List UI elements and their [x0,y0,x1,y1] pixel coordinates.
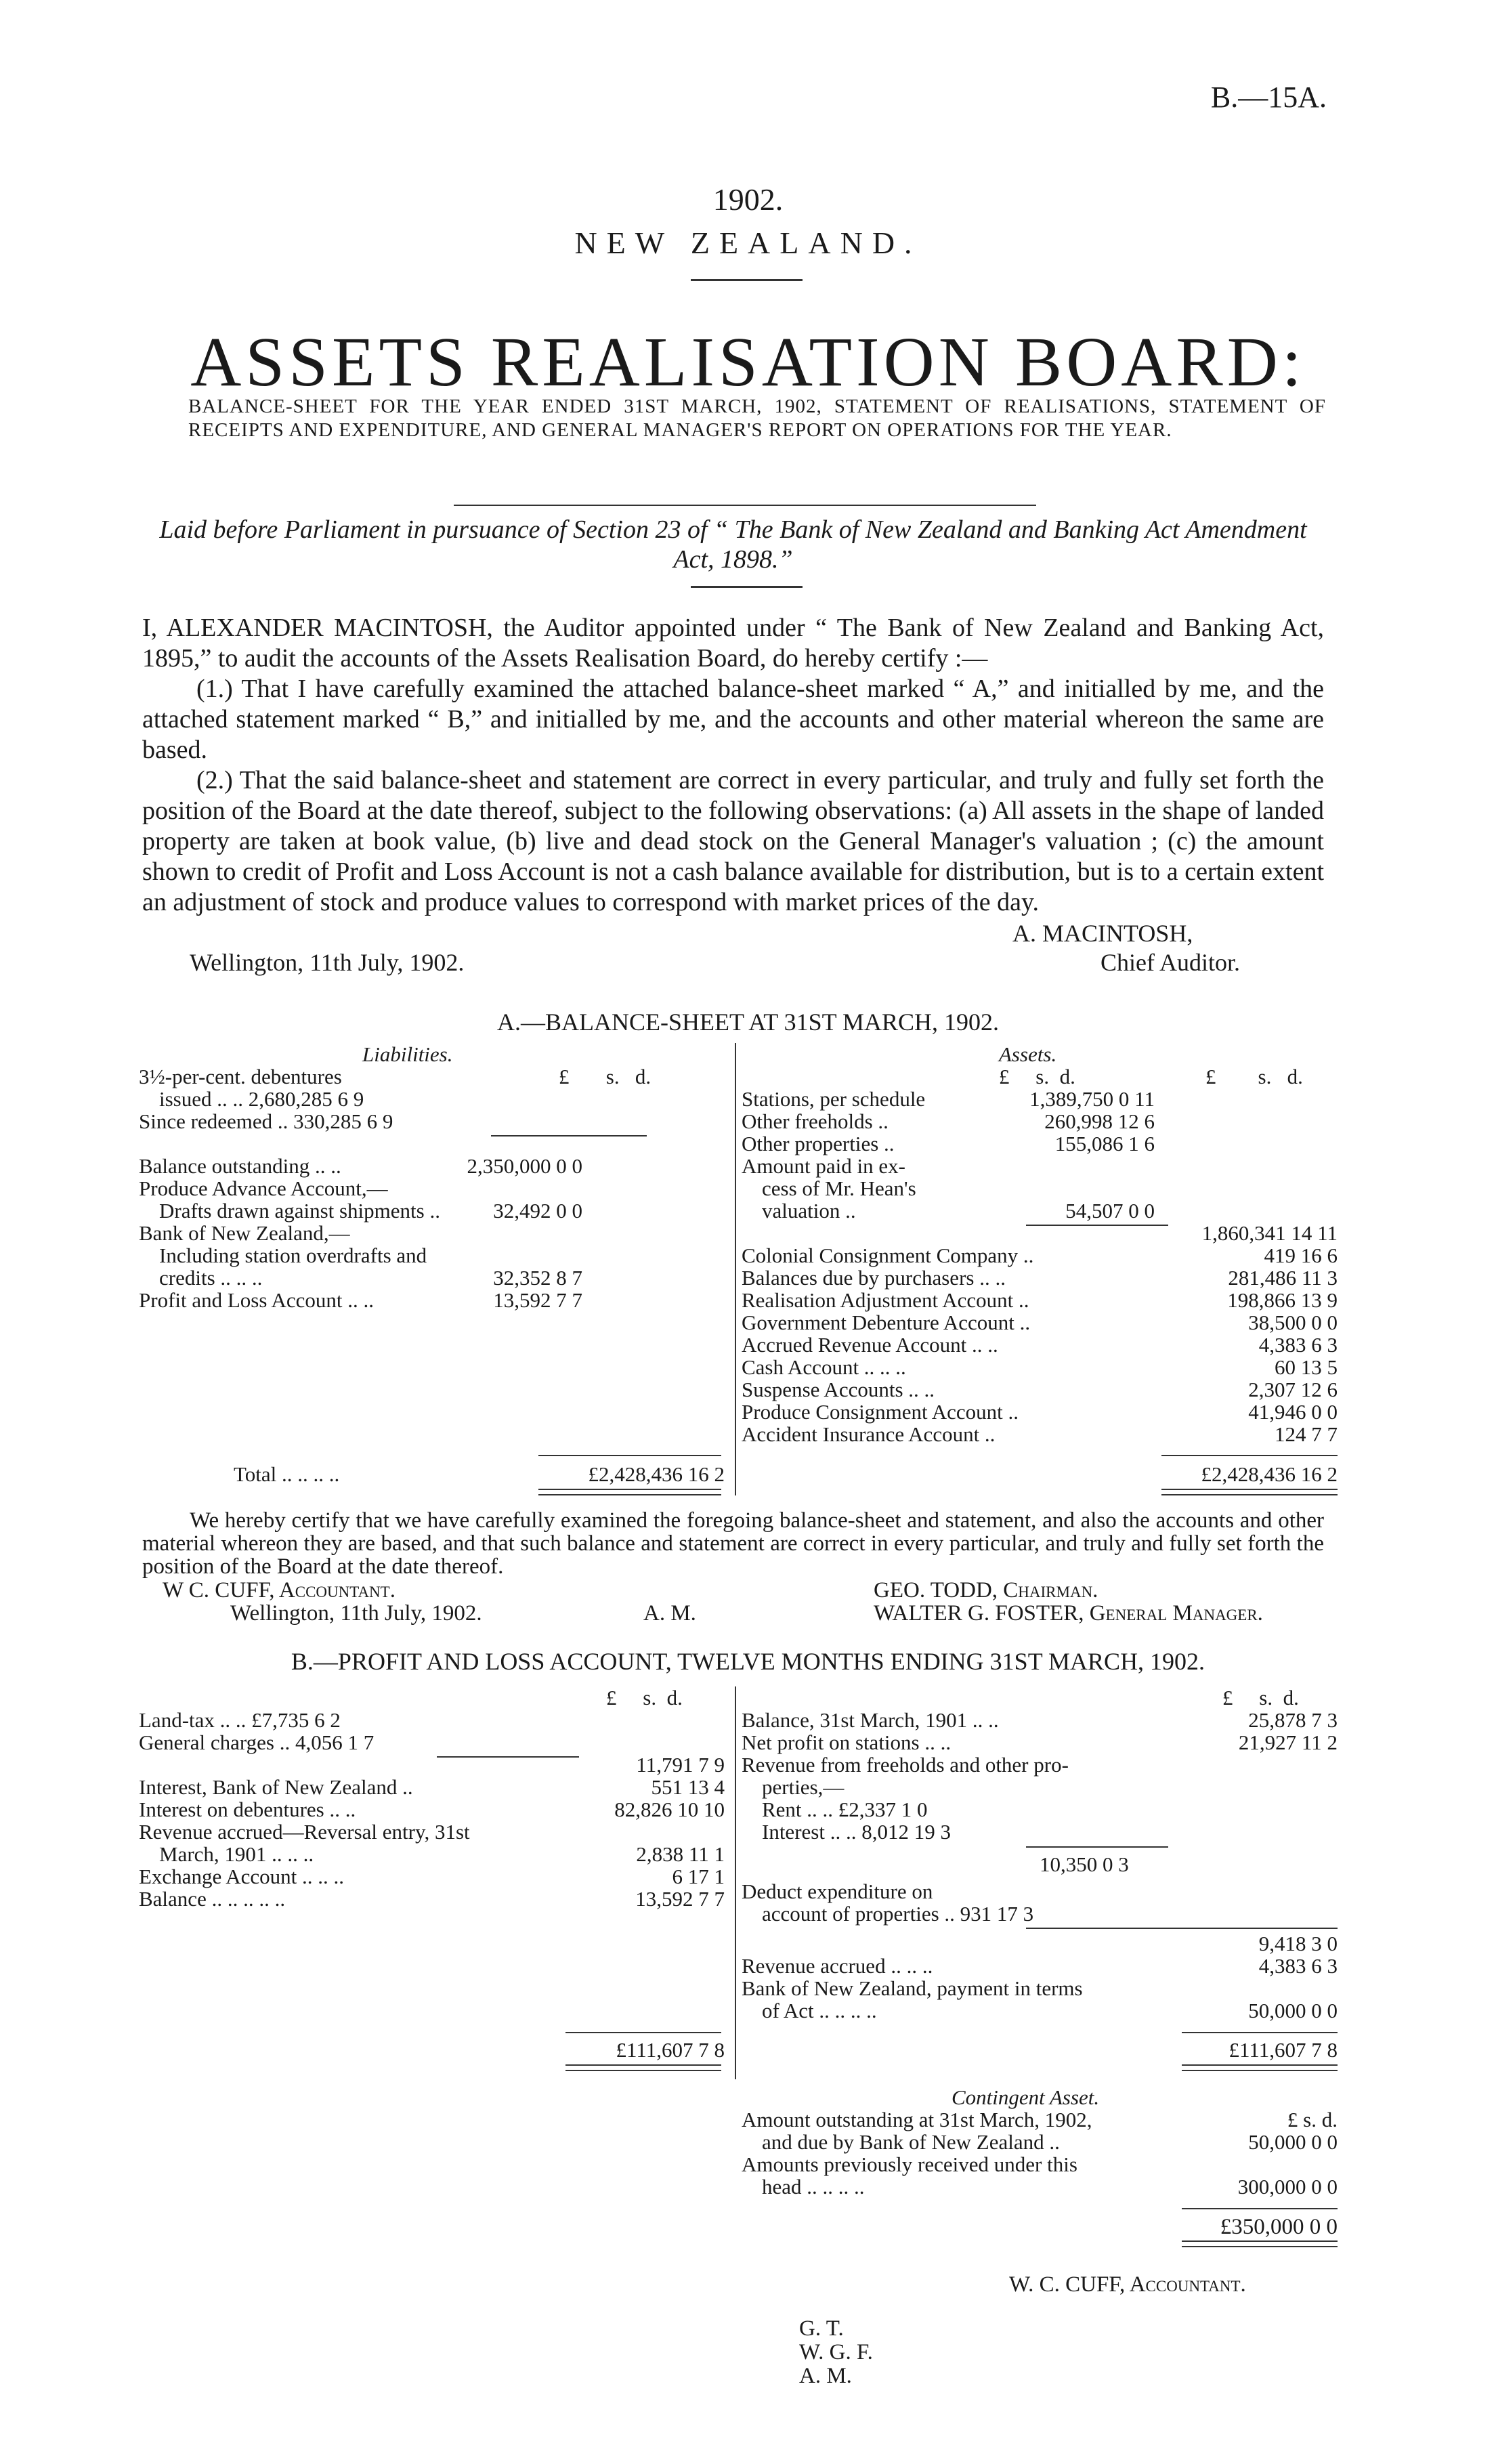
debit-amount: 82,826 10 10 [614,1798,725,1821]
credit-row: Interest .. .. 8,012 19 3 [762,1820,951,1844]
contingent-currency-header: £ s. d. [1287,2108,1338,2131]
liability-row: Produce Advance Account,— [139,1176,388,1200]
asset-row: Government Debenture Account .. [742,1311,1031,1334]
credit-amount: 50,000 0 0 [1248,1999,1338,2022]
asset-row: Produce Consignment Account .. [742,1400,1019,1424]
footer-initials-1: G. T. [799,2316,844,2341]
debit-row: Exchange Account .. .. .. [139,1865,345,1888]
asset-row: Realisation Adjustment Account .. [742,1288,1029,1312]
contingent-row: Amount outstanding at 31st March, 1902, [742,2108,1092,2131]
total-liabilities: £2,428,436 16 2 [588,1462,725,1486]
footer-accountant: W. C. CUFF, Accountant. [1009,2272,1246,2297]
debit-row: General charges .. 4,056 1 7 [139,1730,375,1754]
credit-row: Net profit on stations .. .. [742,1730,952,1754]
asset-row: Stations, per schedule [742,1087,926,1111]
asset-amount: 4,383 6 3 [1258,1333,1338,1357]
liability-amount: 32,352 8 7 [493,1266,582,1290]
contingent-row: Amounts previously received under this [742,2152,1077,2176]
credit-row: of Act .. .. .. .. [762,1999,877,2022]
debit-row: Land-tax .. .. £7,735 6 2 [139,1708,341,1732]
credit-row: 10,350 0 3 [1040,1852,1129,1876]
page-title: ASSETS REALISATION BOARD: [190,323,1306,401]
liability-amount: 32,492 0 0 [493,1199,582,1223]
manager-signature: WALTER G. FOSTER, General Manager. [874,1601,1263,1626]
liability-row: credits .. .. .. [159,1266,263,1290]
page-subtitle: BALANCE-SHEET FOR THE YEAR ENDED 31ST MARCH, 1902, STATEMENT OF REALISATIONS, STATEMENT OF RECEIPTS AND EXPENDITURE, AND GENERAL MANAGER'S REPORT ON OPERATIONS FOR THE YEAR. [188,396,1326,441]
debit-row: Interest on debentures .. .. [139,1798,356,1821]
credit-row: Revenue accrued .. .. .. [742,1954,933,1978]
certificate-paragraph-1: I, ALEXANDER MACINTOSH, the Auditor appointed under “ The Bank of New Zealand and Banking Act, 1895,” to audit the accounts of the Assets Realisation Board, do hereby certify :— [142,614,1325,673]
total-credit: £111,607 7 8 [1228,2038,1338,2062]
contingent-amount: 50,000 0 0 [1248,2130,1338,2154]
footer-initials-3: A. M. [799,2364,852,2388]
profit-loss-table [139,1686,1338,2201]
total-assets: £2,428,436 16 2 [1201,1462,1338,1486]
double-rule [1182,2064,1338,2071]
asset-amount: 124 7 7 [1275,1422,1338,1446]
debit-row: March, 1901 .. .. .. [159,1842,314,1866]
rule [565,2032,721,2033]
rule [491,1135,647,1137]
auditor-signature: A. MACINTOSH, [1012,920,1193,947]
credit-amount: 9,418 3 0 [1258,1932,1338,1955]
asset-row: Amount paid in ex- [742,1154,905,1178]
double-rule [1182,2240,1338,2247]
contingent-heading: Contingent Asset. [952,2085,1100,2109]
rule [1026,1225,1168,1226]
asset-amount: 281,486 11 3 [1228,1266,1338,1290]
profit-loss-heading: B.—PROFIT AND LOSS ACCOUNT, TWELVE MONTHS ENDING 31ST MARCH, 1902. [291,1648,1205,1675]
currency-header-left: £ s. d. [606,1686,683,1709]
liability-row: Balance outstanding .. .. [139,1154,341,1178]
asset-row: Balances due by purchasers .. .. [742,1266,1006,1290]
liability-row: Since redeemed .. 330,285 6 9 [139,1109,393,1133]
rule [538,1455,721,1456]
balance-sheet-table [139,1043,1338,1504]
contingent-row: head .. .. .. .. [762,2175,865,2199]
auditor-title: Chief Auditor. [1100,949,1240,976]
asset-row: Accrued Revenue Account .. .. [742,1333,998,1357]
double-rule [538,1489,721,1495]
credit-row: Deduct expenditure on [742,1879,933,1903]
liability-amount: 2,350,000 0 0 [467,1154,582,1178]
credit-amount: 25,878 7 3 [1248,1708,1338,1732]
asset-row: Suspense Accounts .. .. [742,1378,935,1401]
debit-row: Revenue accrued—Reversal entry, 31st [139,1820,470,1844]
asset-row: cess of Mr. Hean's [762,1176,916,1200]
column-divider [735,1686,736,2079]
asset-amount: 38,500 0 0 [1248,1311,1338,1334]
asset-row: Accident Insurance Account .. [742,1422,996,1446]
credit-row: Bank of New Zealand, payment in terms [742,1976,1083,2000]
debit-row: Interest, Bank of New Zealand .. [139,1775,413,1799]
divider [691,279,803,281]
asset-row: Other properties .. [742,1132,895,1155]
total-label: Total .. .. .. .. [234,1462,340,1486]
asset-sub-amount: 260,998 12 6 [1044,1109,1155,1133]
contingent-row: and due by Bank of New Zealand .. [762,2130,1060,2154]
liability-row: Profit and Loss Account .. .. [139,1288,374,1312]
assets-heading: Assets. [999,1042,1057,1066]
rule [1026,1846,1168,1848]
double-rule [1161,1489,1338,1495]
debit-amount: 551 13 4 [651,1775,725,1799]
debit-amount: 6 17 1 [672,1865,725,1888]
asset-row: valuation .. [762,1199,856,1223]
document-year: 1902. [712,182,784,217]
rule [1026,1928,1338,1929]
currency-header-right: £ s. d. [1222,1686,1299,1709]
liability-amount: 13,592 7 7 [493,1288,582,1312]
asset-amount: 2,307 12 6 [1248,1378,1338,1401]
accountant-signature: W C. CUFF, Accountant. [163,1578,396,1602]
officers-certification: We hereby certify that we have carefully examined the foregoing balance-sheet and statement, and also the accounts and other material whereon they are based, and that such balance and statement are correct in every particular, and truly and fully set forth the position of the Board at the date thereof. [142,1508,1324,1579]
credit-row: perties,— [762,1775,845,1799]
rule [1182,2032,1338,2033]
credit-amount: 21,927 11 2 [1238,1730,1338,1754]
column-divider [735,1043,736,1495]
credit-amount: 4,383 6 3 [1258,1954,1338,1978]
debit-row: Balance .. .. .. .. .. [139,1887,286,1911]
liabilities-heading: Liabilities. [362,1042,453,1066]
asset-row: Other freeholds .. [742,1109,889,1133]
liability-row: Bank of New Zealand,— [139,1221,350,1245]
contingent-total: £350,000 0 0 [1220,2215,1338,2239]
credit-row: Revenue from freeholds and other pro- [742,1753,1069,1777]
credit-row: Rent .. .. £2,337 1 0 [762,1798,928,1821]
credit-row: account of properties .. 931 17 3 [762,1902,1034,1926]
debit-amount: 11,791 7 9 [636,1753,725,1777]
rule [1182,2208,1338,2209]
currency-header-lib: £ s. d. [559,1065,651,1088]
asset-sub-amount: 155,086 1 6 [1054,1132,1155,1155]
footer-initials-2: W. G. F. [799,2340,873,2364]
liability-row: 3½-per-cent. debentures [139,1065,342,1088]
debit-amount: 13,592 7 7 [635,1887,725,1911]
divider [691,586,803,588]
liability-row: Drafts drawn against shipments .. [159,1199,440,1223]
liability-row: Including station overdrafts and [159,1244,427,1267]
document-reference: B.—15A. [1210,81,1327,114]
document-country: NEW ZEALAND. [574,226,922,260]
divider [454,505,1036,506]
asset-amount: 60 13 5 [1275,1355,1338,1379]
certificate-paragraph-3: (2.) That the said balance-sheet and statement are correct in every particular, and truly and fully set forth the position of the Board at the date thereof, subject to the following observations: (a) All assets in the shape of landed property are taken at book value, (b) live and dead stock on the General Manager's valuation ; (c) the amount shown to credit of Profit and Loss Account is not a cash balance available for distribution, but is to a certain extent an adjustment of stock and produce values to correspond with market prices of the day. [142,766,1324,916]
currency-header-assets: £ s. d. [1205,1065,1303,1088]
certificate-place-date: Wellington, 11th July, 1902. [190,949,465,976]
credit-row: Balance, 31st March, 1901 .. .. [742,1708,999,1732]
certificate-paragraph-2: (1.) That I have carefully examined the attached balance-sheet marked “ A,” and initialled by me, and the attached statement marked “ B,” and initialled by me, and the accounts and other material whereon the same are based. [142,675,1324,764]
double-rule [565,2064,721,2071]
rule [1161,1455,1338,1456]
total-debit: £111,607 7 8 [616,2038,725,2062]
officers-initials: A. M. [643,1601,696,1626]
balance-sheet-heading: A.—BALANCE-SHEET AT 31ST MARCH, 1902. [496,1008,1000,1036]
asset-amount: 41,946 0 0 [1248,1400,1338,1424]
asset-amount: 198,866 13 9 [1227,1288,1338,1312]
asset-row: Colonial Consignment Company .. [742,1244,1034,1267]
asset-sub-amount: 1,389,750 0 11 [1029,1087,1155,1111]
asset-amount: 419 16 6 [1264,1244,1338,1267]
laid-before-note: Laid before Parliament in pursuance of Section 23 of “ The Bank of New Zealand and Banking Act Amendment Act, 1898.” [159,515,1307,574]
debit-amount: 2,838 11 1 [636,1842,725,1866]
officers-place-date: Wellington, 11th July, 1902. [230,1601,482,1626]
chairman-signature: GEO. TODD, Chairman. [874,1578,1098,1602]
liability-row: issued .. .. 2,680,285 6 9 [159,1087,364,1111]
contingent-amount: 300,000 0 0 [1237,2175,1338,2199]
asset-row: Cash Account .. .. .. [742,1355,906,1379]
currency-header-assets-sub: £ s. d. [999,1065,1075,1088]
asset-sub-amount: 54,507 0 0 [1065,1199,1155,1223]
asset-amount: 1,860,341 14 11 [1201,1221,1338,1245]
rule [437,1756,579,1758]
